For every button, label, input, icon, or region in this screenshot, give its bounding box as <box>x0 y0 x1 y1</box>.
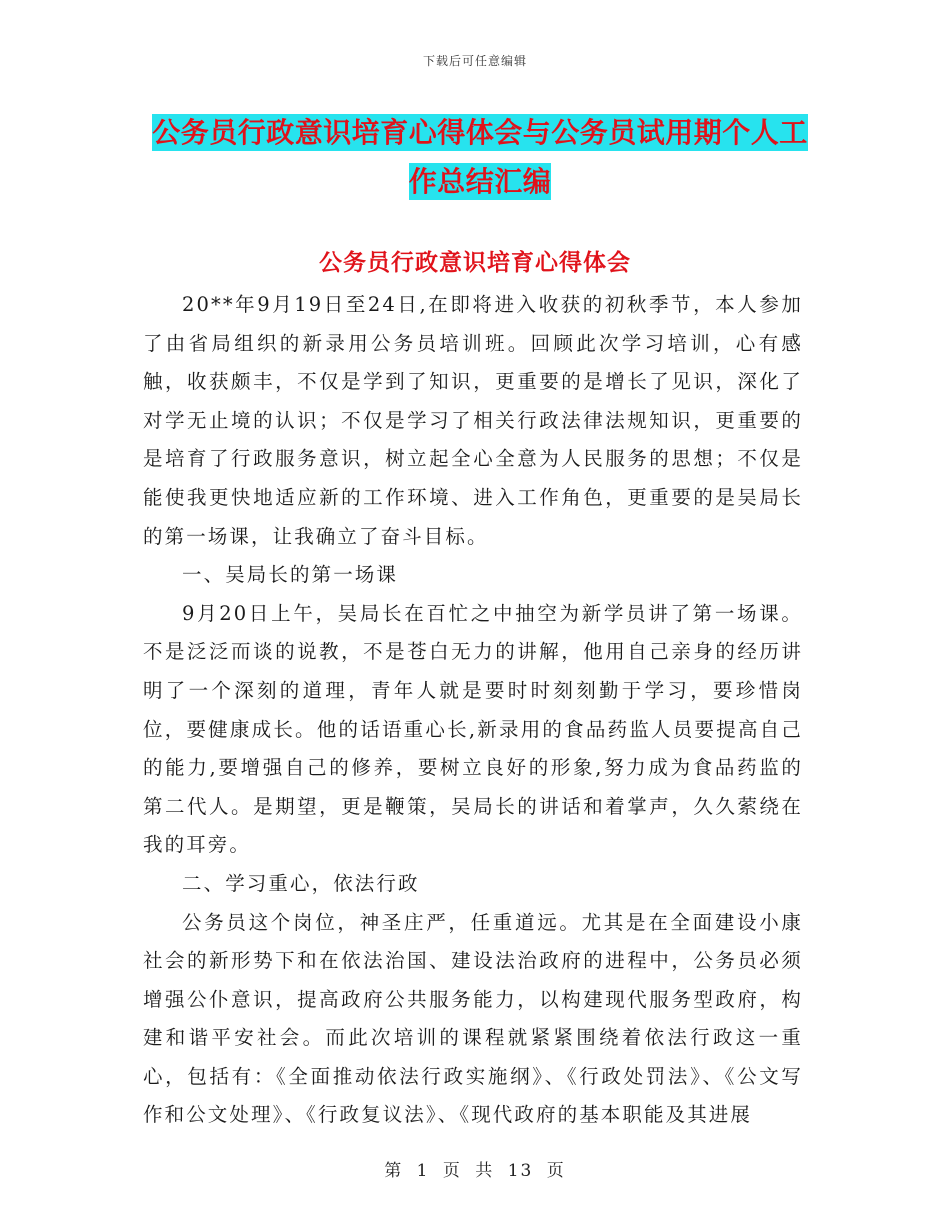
footer-suffix: 页 <box>546 1161 566 1181</box>
footer-prefix: 第 <box>384 1161 404 1181</box>
subheading: 二、学习重心，依法行政 <box>182 871 420 895</box>
paragraph: 9月20日上午，吴局长在百忙之中抽空为新学员讲了第一场课。不是泛泛而谈的说教，不是苍白无力的讲解，他用自己亲身的经历讲明了一个深刻的道理，青年人就是要时时刻刻勤于学习，要珍惜岗位，要健康成长。他的话语重心长,新录用的食品药监人员要提高自己的能力,要增强自己的修养，要树立良好的形象,努力成为食品药监的第二代人。是期望，更是鞭策，吴局长的讲话和着掌声，久久萦绕在我的耳旁。 <box>143 601 803 857</box>
paragraph: 公务员这个岗位，神圣庄严，任重道远。尤其是在全面建设小康社会的新形势下和在依法治国、建设法治政府的进程中，公务员必须增强公仆意识，提高政府公共服务能力，以构建现代服务型政府，构建和谐平安社会。而此次培训的课程就紧紧围绕着依法行政这一重心，包括有：《全面推动依法行政实施纲》、《行政处罚法》、《公文写作和公文处理》、《行政复议法》、《现代政府的基本职能及其进展 <box>143 910 803 1127</box>
body-text <box>143 286 803 1135</box>
footer-middle: 页 共 <box>442 1161 495 1181</box>
section-title: 公务员行政意识培育心得体会 <box>319 250 631 276</box>
page-footer <box>0 1156 950 1181</box>
page-number: 1 <box>416 1161 430 1181</box>
header-note: 下载后可任意编辑 <box>422 54 527 68</box>
document-title-line-2: 作总结汇编 <box>408 165 552 198</box>
total-pages: 13 <box>507 1161 534 1181</box>
document-title-line-1: 公务员行政意识培育心得体会与公务员试用期个人工 <box>152 116 808 149</box>
document-title <box>150 108 810 206</box>
paragraph: 20**年9月19日至24日,在即将进入收获的初秋季节，本人参加了由省局组织的新录用公务员培训班。回顾此次学习培训，心有感触，收获颇丰，不仅是学到了知识，更重要的是增长了见识，深化了对学无止境的认识；不仅是学习了相关行政法律法规知识，更重要的是培育了行政服务意识，树立起全心全意为人民服务的思想；不仅是能使我更快地适应新的工作环境、进入工作角色，更重要的是吴局长的第一场课，让我确立了奋斗目标。 <box>143 293 803 548</box>
subheading: 一、吴局长的第一场课 <box>182 563 399 587</box>
